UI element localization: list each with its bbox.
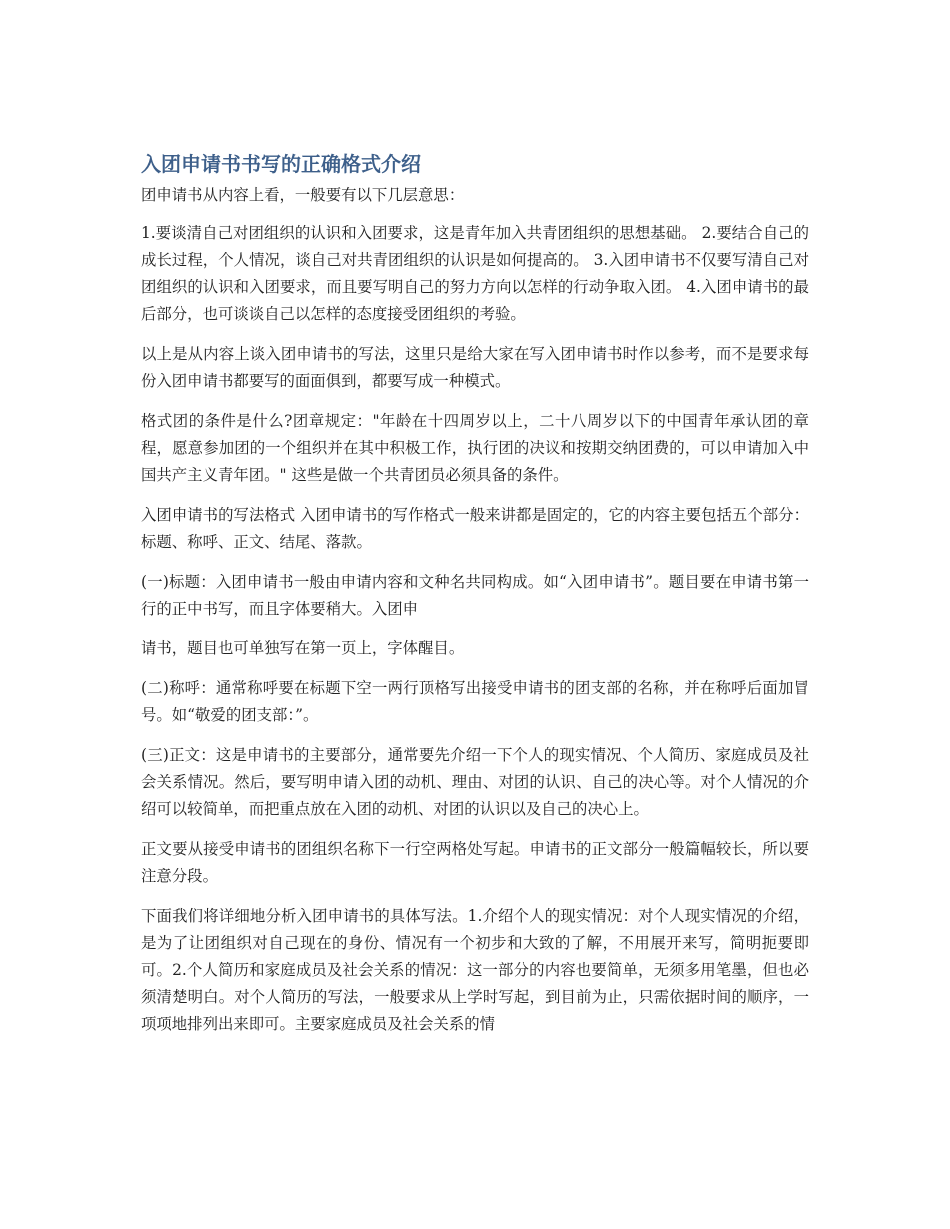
document-title: 入团申请书书写的正确格式介绍: [141, 152, 421, 176]
detailed-analysis-paragraph: 下面我们将详细地分析入团申请书的具体写法。1.介绍个人的现实情况：对个人现实情况的介绍，是为了让团组织对自己现在的身份、情况有一个初步和大致的了解，不用展开来写，简明扼要即可。2.个人简历和家庭成员及社会关系的情况：这一部分的内容也要简单，无须多用笔墨，但也必须清楚明白。对个人简历的写法，一般要求从上学时写起，到目前为止，只需依据时间的顺序，一项项地排列出来即可。主要家庭成员及社会关系的情: [141, 907, 809, 1033]
document-page: [141, 150, 809, 1051]
body-section-paragraph: (三)正文：这是申请书的主要部分，通常要先介绍一下个人的现实情况、个人简历、家庭成员及社会关系情况。然后，要写明申请入团的动机、理由、对团的认识、自己的决心等。对个人情况的介绍可以较简单，而把重点放在入团的动机、对团的认识以及自己的决心上。: [141, 746, 809, 818]
reference-note-paragraph: 以上是从内容上谈入团申请书的写法，这里只是给大家在写入团申请书时作以参考，而不是要求每份入团申请书都要写的面面俱到，都要写成一种模式。: [141, 345, 809, 390]
format-overview-paragraph: 入团申请书的写法格式 入团申请书的写作格式一般来讲都是固定的，它的内容主要包括五个部分：标题、称呼、正文、结尾、落款。: [141, 506, 809, 551]
body-start-paragraph: 正文要从接受申请书的团组织名称下一行空两格处写起。申请书的正文部分一般篇幅较长，所以要注意分段。: [141, 840, 809, 885]
salutation-section-paragraph: (二)称呼：通常称呼要在标题下空一两行顶格写出接受申请书的团支部的名称，并在称呼后面加冒号。如“敬爱的团支部：”。: [141, 679, 809, 724]
membership-conditions-paragraph: 格式团的条件是什么?团章规定："年龄在十四周岁以上，二十八周岁以下的中国青年承认团的章程，愿意参加团的一个组织并在其中积极工作，执行团的决议和按期交纳团费的，可以申请加入中国共产主义青年团。" 这些是做一个共青团员必须具备的条件。: [141, 412, 809, 484]
content-requirements-paragraph: 1.要谈清自己对团组织的认识和入团要求，这是青年加入共青团组织的思想基础。 2.要结合自己的成长过程，个人情况，谈自己对共青团组织的认识是如何提高的。 3.入团申请书不仅要写清自己对团组织的认识和入团要求，而且要写明自己的努力方向以怎样的行动争取入团。 4.入团申请书的最后部分，也可谈谈自己以怎样的态度接受团组织的考验。: [141, 224, 809, 323]
title-section-paragraph: (一)标题：入团申请书一般由申请内容和文种名共同构成。如“入团申请书”。题目要在申请书第一行的正中书写，而且字体要稍大。入团申: [141, 573, 809, 618]
intro-paragraph: 团申请书从内容上看，一般要有以下几层意思：: [141, 186, 465, 204]
title-section-continuation: 请书，题目也可单独写在第一页上，字体醒目。: [141, 639, 465, 657]
